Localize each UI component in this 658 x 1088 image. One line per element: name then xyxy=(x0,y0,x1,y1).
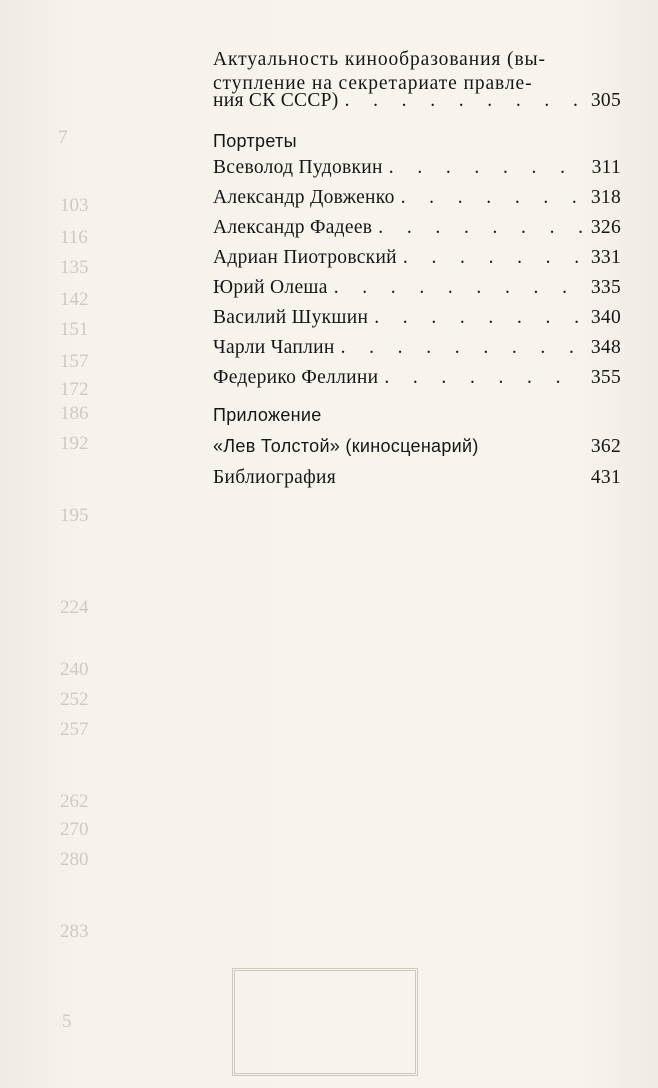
toc-entry-title: Библиография xyxy=(213,467,337,488)
toc-entry-title: Александр Фадеев xyxy=(213,217,373,238)
page-number: 431 xyxy=(590,467,621,488)
show-through-text: 195 xyxy=(60,505,89,526)
toc-entry xyxy=(213,157,621,187)
toc-entry-title: Юрий Олеша xyxy=(213,277,328,298)
toc-entry-line: ния СК СССР) xyxy=(213,90,339,111)
dot-leader xyxy=(389,157,586,179)
dot-leader xyxy=(384,367,585,389)
toc-entry-title: Василий Шукшин xyxy=(213,307,369,328)
page-number: 355 xyxy=(590,367,621,388)
show-through-text: 280 xyxy=(60,849,89,870)
toc-entry xyxy=(213,187,621,217)
show-through-text: 142 xyxy=(60,289,89,310)
toc-entry-title: «Лев Толстой» (киносценарий) xyxy=(213,436,479,456)
page-number: 362 xyxy=(590,436,621,457)
toc-entry-title: Чарли Чаплин xyxy=(213,337,335,358)
page-number: 318 xyxy=(590,187,621,208)
toc-entry xyxy=(213,247,621,277)
toc-entry xyxy=(213,277,621,307)
show-through-text: 172 xyxy=(60,379,89,400)
show-through-text: 157 xyxy=(60,351,89,372)
show-through-text: 270 xyxy=(60,819,89,840)
page-number: 326 xyxy=(590,217,621,238)
page-number: 305 xyxy=(590,90,621,111)
show-through-text: 5 xyxy=(62,1011,72,1032)
show-through-text: 186 xyxy=(60,403,89,424)
page-number: 311 xyxy=(591,157,621,178)
dot-leader xyxy=(378,217,585,239)
show-through-text: 240 xyxy=(60,659,89,680)
dot-leader xyxy=(334,277,585,299)
dot-leader xyxy=(401,187,585,209)
show-through-text: 7 xyxy=(58,127,68,148)
page-number: 348 xyxy=(590,337,621,358)
dot-leader xyxy=(403,247,585,269)
show-through-text: 224 xyxy=(60,597,89,618)
page-number: 340 xyxy=(590,307,621,328)
toc-entry-title: Федерико Феллини xyxy=(213,367,379,388)
toc-entry xyxy=(213,436,621,466)
section-heading-appendix: Приложение xyxy=(213,405,322,425)
show-through-text: 257 xyxy=(60,719,89,740)
toc-entry-title: Всеволод Пудовкин xyxy=(213,157,383,178)
show-through-text: 283 xyxy=(60,921,89,942)
show-through-text: 252 xyxy=(60,689,89,710)
toc-entry xyxy=(213,217,621,247)
toc-entry xyxy=(213,307,621,337)
toc-entry-title: Адриан Пиотровский xyxy=(213,247,397,268)
page-number: 331 xyxy=(590,247,621,268)
show-through-text: 192 xyxy=(60,433,89,454)
library-stamp xyxy=(232,968,418,1076)
page-number: 335 xyxy=(590,277,621,298)
toc-entry-kinoobrazovanie-last-line xyxy=(213,90,621,120)
toc-entry-line: ступление на секретариате правле- xyxy=(213,73,533,94)
dot-leader xyxy=(345,90,585,112)
dot-leader xyxy=(374,307,585,329)
dot-leader xyxy=(341,337,585,359)
toc-entry xyxy=(213,337,621,367)
show-through-text: 262 xyxy=(60,791,89,812)
toc-entry-line: Актуальность кинообразования (вы- xyxy=(213,49,546,70)
toc-entry xyxy=(213,367,621,397)
section-heading-portraits: Портреты xyxy=(213,131,297,151)
toc-entry-kinoobrazovanie xyxy=(213,48,621,96)
show-through-text: 135 xyxy=(60,257,89,278)
toc-entry-title: Александр Довженко xyxy=(213,187,395,208)
show-through-text: 116 xyxy=(60,227,88,248)
show-through-text: 151 xyxy=(60,319,89,340)
show-through-text: 103 xyxy=(60,195,89,216)
toc-entry xyxy=(213,467,621,497)
